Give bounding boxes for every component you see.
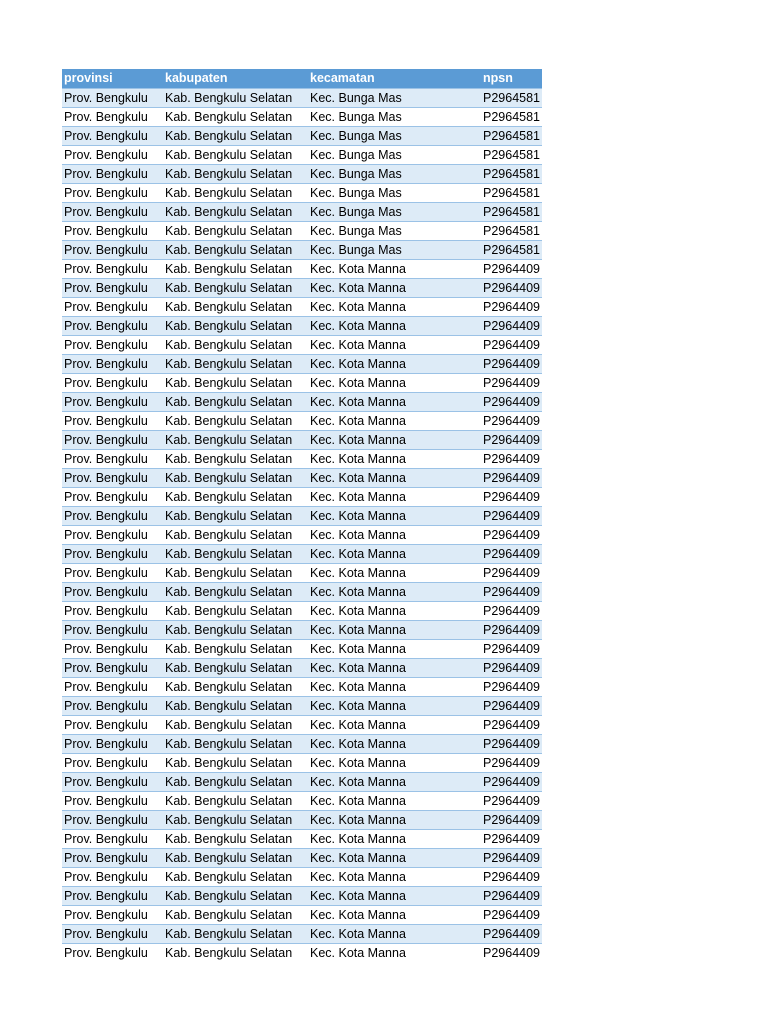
table-row xyxy=(62,374,542,393)
cell-npsn: P2964409 xyxy=(481,925,542,944)
table-row xyxy=(62,184,542,203)
cell-kabupaten: Kab. Bengkulu Selatan xyxy=(163,678,308,697)
table-header-row xyxy=(62,69,542,89)
cell-provinsi: Prov. Bengkulu xyxy=(62,944,163,963)
cell-kecamatan: Kec. Bunga Mas xyxy=(308,184,481,203)
table-row xyxy=(62,754,542,773)
cell-npsn: P2964581 xyxy=(481,89,542,108)
cell-provinsi: Prov. Bengkulu xyxy=(62,564,163,583)
cell-npsn: P2964581 xyxy=(481,222,542,241)
cell-npsn: P2964409 xyxy=(481,849,542,868)
cell-provinsi: Prov. Bengkulu xyxy=(62,659,163,678)
cell-npsn: P2964409 xyxy=(481,868,542,887)
cell-kecamatan: Kec. Kota Manna xyxy=(308,830,481,849)
cell-kecamatan: Kec. Kota Manna xyxy=(308,735,481,754)
table-row xyxy=(62,260,542,279)
cell-npsn: P2964409 xyxy=(481,716,542,735)
cell-kabupaten: Kab. Bengkulu Selatan xyxy=(163,241,308,260)
table-row xyxy=(62,811,542,830)
cell-kabupaten: Kab. Bengkulu Selatan xyxy=(163,393,308,412)
cell-provinsi: Prov. Bengkulu xyxy=(62,355,163,374)
table-row xyxy=(62,317,542,336)
cell-provinsi: Prov. Bengkulu xyxy=(62,488,163,507)
cell-provinsi: Prov. Bengkulu xyxy=(62,906,163,925)
table-row xyxy=(62,773,542,792)
table-row xyxy=(62,355,542,374)
cell-kabupaten: Kab. Bengkulu Selatan xyxy=(163,507,308,526)
cell-npsn: P2964409 xyxy=(481,526,542,545)
table-row xyxy=(62,431,542,450)
table-row xyxy=(62,564,542,583)
cell-kabupaten: Kab. Bengkulu Selatan xyxy=(163,659,308,678)
cell-kabupaten: Kab. Bengkulu Selatan xyxy=(163,716,308,735)
cell-kabupaten: Kab. Bengkulu Selatan xyxy=(163,469,308,488)
cell-kecamatan: Kec. Bunga Mas xyxy=(308,127,481,146)
cell-npsn: P2964581 xyxy=(481,146,542,165)
cell-npsn: P2964409 xyxy=(481,754,542,773)
cell-provinsi: Prov. Bengkulu xyxy=(62,678,163,697)
cell-kecamatan: Kec. Kota Manna xyxy=(308,659,481,678)
cell-kabupaten: Kab. Bengkulu Selatan xyxy=(163,184,308,203)
table-row xyxy=(62,241,542,260)
table-row xyxy=(62,412,542,431)
cell-npsn: P2964409 xyxy=(481,450,542,469)
cell-provinsi: Prov. Bengkulu xyxy=(62,89,163,108)
cell-npsn: P2964409 xyxy=(481,507,542,526)
cell-provinsi: Prov. Bengkulu xyxy=(62,849,163,868)
cell-npsn: P2964581 xyxy=(481,108,542,127)
cell-kecamatan: Kec. Bunga Mas xyxy=(308,146,481,165)
cell-kecamatan: Kec. Kota Manna xyxy=(308,906,481,925)
cell-provinsi: Prov. Bengkulu xyxy=(62,279,163,298)
cell-npsn: P2964409 xyxy=(481,640,542,659)
cell-kecamatan: Kec. Kota Manna xyxy=(308,583,481,602)
cell-provinsi: Prov. Bengkulu xyxy=(62,735,163,754)
cell-provinsi: Prov. Bengkulu xyxy=(62,431,163,450)
cell-provinsi: Prov. Bengkulu xyxy=(62,754,163,773)
cell-provinsi: Prov. Bengkulu xyxy=(62,469,163,488)
table-row xyxy=(62,165,542,184)
cell-kabupaten: Kab. Bengkulu Selatan xyxy=(163,317,308,336)
cell-provinsi: Prov. Bengkulu xyxy=(62,507,163,526)
table-row xyxy=(62,735,542,754)
cell-kecamatan: Kec. Kota Manna xyxy=(308,260,481,279)
cell-kecamatan: Kec. Kota Manna xyxy=(308,450,481,469)
cell-kabupaten: Kab. Bengkulu Selatan xyxy=(163,564,308,583)
cell-kecamatan: Kec. Kota Manna xyxy=(308,564,481,583)
cell-npsn: P2964409 xyxy=(481,944,542,963)
cell-kecamatan: Kec. Kota Manna xyxy=(308,925,481,944)
cell-provinsi: Prov. Bengkulu xyxy=(62,203,163,222)
cell-provinsi: Prov. Bengkulu xyxy=(62,830,163,849)
cell-provinsi: Prov. Bengkulu xyxy=(62,222,163,241)
cell-provinsi: Prov. Bengkulu xyxy=(62,146,163,165)
table-row xyxy=(62,830,542,849)
table-row xyxy=(62,925,542,944)
cell-npsn: P2964409 xyxy=(481,792,542,811)
cell-provinsi: Prov. Bengkulu xyxy=(62,184,163,203)
table-row xyxy=(62,697,542,716)
cell-provinsi: Prov. Bengkulu xyxy=(62,526,163,545)
table-row xyxy=(62,89,542,108)
table-body xyxy=(62,89,542,963)
cell-npsn: P2964409 xyxy=(481,697,542,716)
cell-kecamatan: Kec. Kota Manna xyxy=(308,393,481,412)
table-row xyxy=(62,849,542,868)
table-row xyxy=(62,488,542,507)
cell-provinsi: Prov. Bengkulu xyxy=(62,127,163,146)
cell-npsn: P2964581 xyxy=(481,241,542,260)
cell-kabupaten: Kab. Bengkulu Selatan xyxy=(163,431,308,450)
cell-kecamatan: Kec. Kota Manna xyxy=(308,526,481,545)
cell-kabupaten: Kab. Bengkulu Selatan xyxy=(163,260,308,279)
cell-kecamatan: Kec. Kota Manna xyxy=(308,355,481,374)
table-row xyxy=(62,868,542,887)
data-table xyxy=(62,69,542,962)
cell-provinsi: Prov. Bengkulu xyxy=(62,374,163,393)
cell-kabupaten: Kab. Bengkulu Selatan xyxy=(163,621,308,640)
cell-kabupaten: Kab. Bengkulu Selatan xyxy=(163,165,308,184)
cell-npsn: P2964409 xyxy=(481,773,542,792)
table-row xyxy=(62,336,542,355)
cell-kabupaten: Kab. Bengkulu Selatan xyxy=(163,298,308,317)
cell-kecamatan: Kec. Kota Manna xyxy=(308,678,481,697)
cell-npsn: P2964409 xyxy=(481,431,542,450)
cell-kabupaten: Kab. Bengkulu Selatan xyxy=(163,640,308,659)
cell-kecamatan: Kec. Bunga Mas xyxy=(308,89,481,108)
cell-npsn: P2964409 xyxy=(481,393,542,412)
cell-provinsi: Prov. Bengkulu xyxy=(62,412,163,431)
cell-npsn: P2964581 xyxy=(481,127,542,146)
cell-npsn: P2964409 xyxy=(481,412,542,431)
cell-kecamatan: Kec. Kota Manna xyxy=(308,868,481,887)
cell-kecamatan: Kec. Kota Manna xyxy=(308,716,481,735)
cell-kecamatan: Kec. Kota Manna xyxy=(308,374,481,393)
cell-kabupaten: Kab. Bengkulu Selatan xyxy=(163,811,308,830)
cell-kecamatan: Kec. Kota Manna xyxy=(308,507,481,526)
cell-kecamatan: Kec. Kota Manna xyxy=(308,754,481,773)
cell-kabupaten: Kab. Bengkulu Selatan xyxy=(163,906,308,925)
cell-npsn: P2964409 xyxy=(481,279,542,298)
cell-kabupaten: Kab. Bengkulu Selatan xyxy=(163,830,308,849)
table-row xyxy=(62,127,542,146)
cell-kecamatan: Kec. Kota Manna xyxy=(308,773,481,792)
table-row xyxy=(62,469,542,488)
cell-kecamatan: Kec. Kota Manna xyxy=(308,412,481,431)
cell-kecamatan: Kec. Kota Manna xyxy=(308,545,481,564)
cell-kabupaten: Kab. Bengkulu Selatan xyxy=(163,754,308,773)
cell-provinsi: Prov. Bengkulu xyxy=(62,336,163,355)
table-row xyxy=(62,906,542,925)
column-header-kecamatan: kecamatan xyxy=(310,71,375,85)
cell-npsn: P2964409 xyxy=(481,906,542,925)
cell-kecamatan: Kec. Kota Manna xyxy=(308,887,481,906)
cell-kecamatan: Kec. Bunga Mas xyxy=(308,241,481,260)
cell-npsn: P2964409 xyxy=(481,621,542,640)
table-row xyxy=(62,716,542,735)
table-row xyxy=(62,640,542,659)
cell-kabupaten: Kab. Bengkulu Selatan xyxy=(163,488,308,507)
cell-kabupaten: Kab. Bengkulu Selatan xyxy=(163,89,308,108)
cell-kabupaten: Kab. Bengkulu Selatan xyxy=(163,526,308,545)
cell-kecamatan: Kec. Kota Manna xyxy=(308,469,481,488)
cell-kecamatan: Kec. Kota Manna xyxy=(308,640,481,659)
cell-npsn: P2964409 xyxy=(481,317,542,336)
table-row xyxy=(62,583,542,602)
cell-kabupaten: Kab. Bengkulu Selatan xyxy=(163,203,308,222)
cell-kabupaten: Kab. Bengkulu Selatan xyxy=(163,336,308,355)
cell-provinsi: Prov. Bengkulu xyxy=(62,811,163,830)
cell-kabupaten: Kab. Bengkulu Selatan xyxy=(163,602,308,621)
table-row xyxy=(62,203,542,222)
cell-provinsi: Prov. Bengkulu xyxy=(62,298,163,317)
cell-kecamatan: Kec. Kota Manna xyxy=(308,811,481,830)
cell-kabupaten: Kab. Bengkulu Selatan xyxy=(163,374,308,393)
column-header-npsn: npsn xyxy=(483,71,513,85)
cell-provinsi: Prov. Bengkulu xyxy=(62,887,163,906)
cell-npsn: P2964409 xyxy=(481,830,542,849)
cell-kecamatan: Kec. Kota Manna xyxy=(308,849,481,868)
cell-kecamatan: Kec. Bunga Mas xyxy=(308,165,481,184)
table-row xyxy=(62,792,542,811)
cell-kecamatan: Kec. Kota Manna xyxy=(308,279,481,298)
cell-kabupaten: Kab. Bengkulu Selatan xyxy=(163,545,308,564)
cell-kabupaten: Kab. Bengkulu Selatan xyxy=(163,849,308,868)
cell-npsn: P2964409 xyxy=(481,298,542,317)
cell-kecamatan: Kec. Kota Manna xyxy=(308,944,481,963)
cell-kabupaten: Kab. Bengkulu Selatan xyxy=(163,583,308,602)
table-row xyxy=(62,944,542,963)
cell-kecamatan: Kec. Bunga Mas xyxy=(308,203,481,222)
cell-kabupaten: Kab. Bengkulu Selatan xyxy=(163,450,308,469)
cell-npsn: P2964409 xyxy=(481,735,542,754)
cell-npsn: P2964409 xyxy=(481,545,542,564)
cell-npsn: P2964409 xyxy=(481,887,542,906)
cell-kabupaten: Kab. Bengkulu Selatan xyxy=(163,355,308,374)
table-row xyxy=(62,526,542,545)
cell-kabupaten: Kab. Bengkulu Selatan xyxy=(163,944,308,963)
cell-provinsi: Prov. Bengkulu xyxy=(62,260,163,279)
cell-provinsi: Prov. Bengkulu xyxy=(62,241,163,260)
cell-kabupaten: Kab. Bengkulu Selatan xyxy=(163,127,308,146)
cell-kecamatan: Kec. Kota Manna xyxy=(308,298,481,317)
cell-kecamatan: Kec. Bunga Mas xyxy=(308,108,481,127)
cell-npsn: P2964409 xyxy=(481,583,542,602)
cell-npsn: P2964409 xyxy=(481,355,542,374)
table-row xyxy=(62,393,542,412)
cell-kecamatan: Kec. Kota Manna xyxy=(308,336,481,355)
cell-provinsi: Prov. Bengkulu xyxy=(62,792,163,811)
table-row xyxy=(62,659,542,678)
cell-kabupaten: Kab. Bengkulu Selatan xyxy=(163,887,308,906)
table-row xyxy=(62,507,542,526)
cell-kecamatan: Kec. Kota Manna xyxy=(308,792,481,811)
table-row xyxy=(62,279,542,298)
table-row xyxy=(62,298,542,317)
cell-npsn: P2964409 xyxy=(481,811,542,830)
table-row xyxy=(62,450,542,469)
table-row xyxy=(62,146,542,165)
cell-kecamatan: Kec. Kota Manna xyxy=(308,602,481,621)
cell-npsn: P2964409 xyxy=(481,659,542,678)
table-row xyxy=(62,545,542,564)
cell-kecamatan: Kec. Kota Manna xyxy=(308,488,481,507)
cell-provinsi: Prov. Bengkulu xyxy=(62,602,163,621)
cell-provinsi: Prov. Bengkulu xyxy=(62,868,163,887)
cell-kecamatan: Kec. Kota Manna xyxy=(308,431,481,450)
cell-provinsi: Prov. Bengkulu xyxy=(62,925,163,944)
cell-kabupaten: Kab. Bengkulu Selatan xyxy=(163,925,308,944)
cell-kabupaten: Kab. Bengkulu Selatan xyxy=(163,697,308,716)
cell-provinsi: Prov. Bengkulu xyxy=(62,697,163,716)
cell-kecamatan: Kec. Kota Manna xyxy=(308,697,481,716)
cell-npsn: P2964581 xyxy=(481,184,542,203)
cell-kabupaten: Kab. Bengkulu Selatan xyxy=(163,412,308,431)
cell-npsn: P2964409 xyxy=(481,469,542,488)
cell-provinsi: Prov. Bengkulu xyxy=(62,640,163,659)
table-row xyxy=(62,887,542,906)
cell-npsn: P2964409 xyxy=(481,602,542,621)
table-row xyxy=(62,678,542,697)
cell-provinsi: Prov. Bengkulu xyxy=(62,545,163,564)
cell-provinsi: Prov. Bengkulu xyxy=(62,716,163,735)
cell-npsn: P2964581 xyxy=(481,203,542,222)
cell-provinsi: Prov. Bengkulu xyxy=(62,393,163,412)
cell-npsn: P2964409 xyxy=(481,678,542,697)
table-row xyxy=(62,602,542,621)
cell-provinsi: Prov. Bengkulu xyxy=(62,317,163,336)
cell-kabupaten: Kab. Bengkulu Selatan xyxy=(163,222,308,241)
cell-npsn: P2964409 xyxy=(481,260,542,279)
cell-provinsi: Prov. Bengkulu xyxy=(62,773,163,792)
cell-kecamatan: Kec. Bunga Mas xyxy=(308,222,481,241)
cell-provinsi: Prov. Bengkulu xyxy=(62,450,163,469)
cell-npsn: P2964581 xyxy=(481,165,542,184)
cell-npsn: P2964409 xyxy=(481,488,542,507)
cell-provinsi: Prov. Bengkulu xyxy=(62,165,163,184)
cell-npsn: P2964409 xyxy=(481,564,542,583)
cell-provinsi: Prov. Bengkulu xyxy=(62,583,163,602)
cell-kabupaten: Kab. Bengkulu Selatan xyxy=(163,868,308,887)
cell-npsn: P2964409 xyxy=(481,336,542,355)
cell-npsn: P2964409 xyxy=(481,374,542,393)
table-row xyxy=(62,621,542,640)
table-row xyxy=(62,108,542,127)
cell-kecamatan: Kec. Kota Manna xyxy=(308,621,481,640)
cell-provinsi: Prov. Bengkulu xyxy=(62,108,163,127)
cell-provinsi: Prov. Bengkulu xyxy=(62,621,163,640)
cell-kabupaten: Kab. Bengkulu Selatan xyxy=(163,735,308,754)
cell-kabupaten: Kab. Bengkulu Selatan xyxy=(163,773,308,792)
table-row xyxy=(62,222,542,241)
cell-kabupaten: Kab. Bengkulu Selatan xyxy=(163,146,308,165)
cell-kabupaten: Kab. Bengkulu Selatan xyxy=(163,279,308,298)
cell-kecamatan: Kec. Kota Manna xyxy=(308,317,481,336)
column-header-kabupaten: kabupaten xyxy=(165,71,228,85)
cell-kabupaten: Kab. Bengkulu Selatan xyxy=(163,792,308,811)
column-header-provinsi: provinsi xyxy=(64,71,113,85)
cell-kabupaten: Kab. Bengkulu Selatan xyxy=(163,108,308,127)
